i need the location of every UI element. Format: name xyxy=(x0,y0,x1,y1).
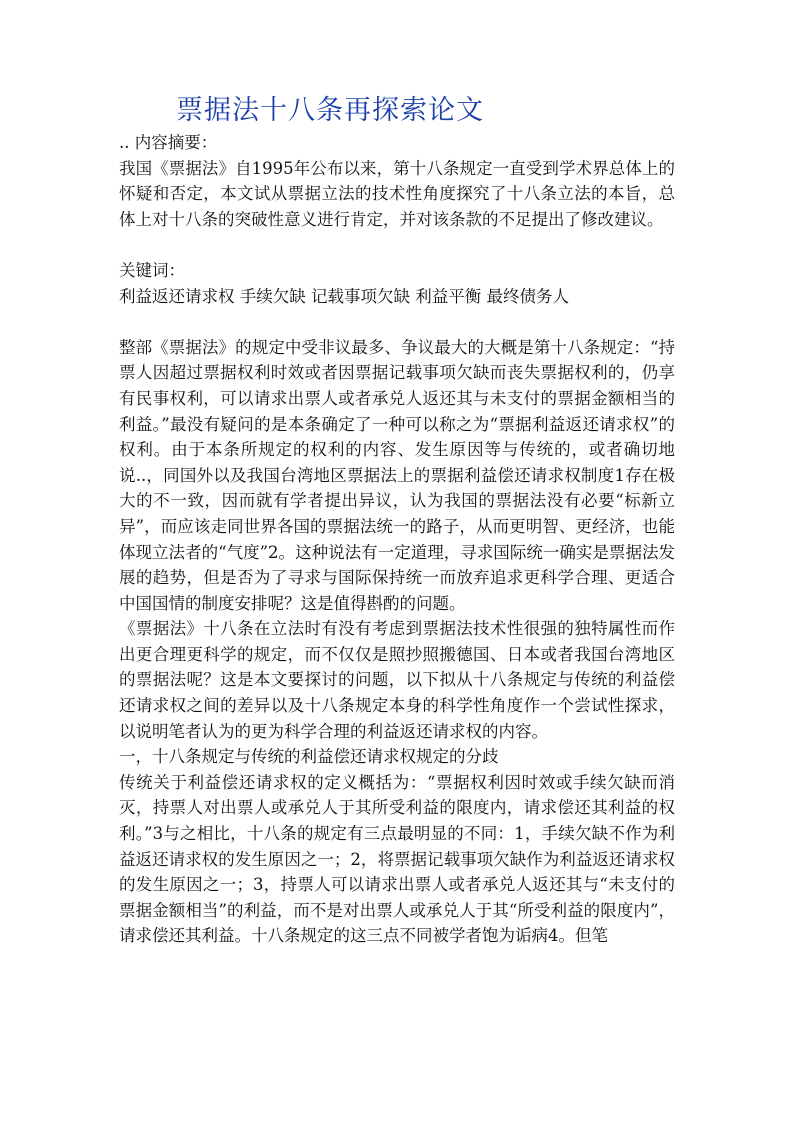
body-paragraph-3: 传统关于利益偿还请求权的定义概括为：“票据权利因时效或手续欠缺而消灭，持票人对出票人或承兑人于其所受利益的限度内，请求偿还其利益的权利。”3与之相比，十八条的规定有三点最明显的不同：1，手续欠缺不作为利益返还请求权的发生原因之一；2，将票据记载事项欠缺作为利益返还请求权的发生原因之一；3，持票人可以请求出票人或者承兑人返还其与“未支付的票据金额相当”的利益，而不是对出票人或承兑人于其“所受利益的限度内”，请求偿还其利益。十八条规定的这三点不同被学者饱为诟病4。但笔 xyxy=(119,772,675,946)
document-title: 票据法十八条再探索论文 xyxy=(176,95,484,126)
blank-line xyxy=(119,309,675,335)
abstract-heading: .. 内容摘要： xyxy=(119,133,218,152)
section-1-heading: 一，十八条规定与传统的利益偿还请求权规定的分歧 xyxy=(119,747,499,767)
body-paragraph-2: 《票据法》十八条在立法时有没有考虑到票据法技术性很强的独特属性而作出更合理更科学的规定，而不仅仅是照抄照搬德国、日本或者我国台湾地区的票据法呢？这是本文要探讨的问题，以下拟从十八条规定与传统的利益偿还请求权之间的差异以及十八条规定本身的科学性角度作一个尝试性探求，以说明笔者认为的更为科学合理的利益返还请求权的内容。 xyxy=(119,619,675,741)
abstract-paragraph: 我国《票据法》自1995年公布以来，第十八条规定一直受到学术界总体上的怀疑和否定，本文试从票据立法的技术性角度探究了十八条立法的本旨，总体上对十八条的突破性意义进行肯定，并对该条款的不足提出了修改建议。 xyxy=(119,158,675,229)
body-paragraph-1: 整部《票据法》的规定中受非议最多、争议最大的大概是第十八条规定：“持票人因超过票据权利时效或者因票据记载事项欠缺而丧失票据权利的，仍享有民事权利，可以请求出票人或者承兑人返还其与未支付的票据金额相当的利益。”最没有疑问的是本条确定了一种可以称之为“票据利益返还请求权”的权利。由于本条所规定的权利的内容、发生原因等与传统的，或者确切地说..，同国外以及我国台湾地区票据法上的票据利益偿还请求权制度1存在极大的不一致，因而就有学者提出异议，认为我国的票据法没有必要“标新立异”，而应该走同世界各国的票据法统一的路子，从而更明智、更经济，也能体现立法者的“气度”2。这种说法有一定道理，寻求国际统一确实是票据法发展的趋势，但是否为了寻求与国际保持统一而放弃追求更科学合理、更适合中国国情的制度安排呢？这是值得斟酌的问题。 xyxy=(119,337,675,613)
document-body xyxy=(119,130,675,949)
keywords-line: 利益返还请求权 手续欠缺 记载事项欠缺 利益平衡 最终债务人 xyxy=(119,286,569,306)
blank-line xyxy=(119,232,675,258)
keywords-heading: 关键词： xyxy=(119,260,185,280)
